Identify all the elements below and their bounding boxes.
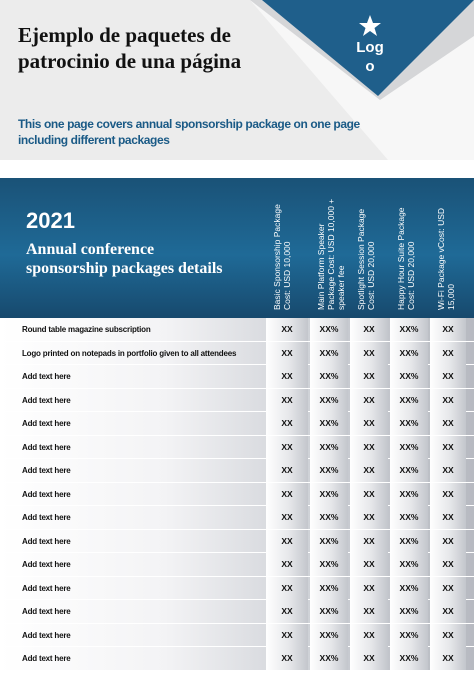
table-cell: XX%	[390, 647, 428, 670]
column-header-text: Basic Sponsorship PackageCost: USD 10,000	[272, 204, 292, 310]
table-cell: XX	[266, 506, 308, 529]
column-header	[310, 178, 348, 318]
table-cell: XX	[430, 342, 466, 365]
table-cell: XX%	[310, 530, 348, 553]
table-cell: XX%	[310, 436, 348, 459]
column-header	[350, 178, 388, 318]
table-cell: XX	[266, 342, 308, 365]
table-cell: XX%	[310, 389, 348, 412]
table-cell: XX%	[390, 624, 428, 647]
column-header-text: Happy Hour Suite PackageCost: USD 20,000	[396, 207, 416, 310]
table-body	[0, 318, 474, 671]
table-cell: XX%	[390, 436, 428, 459]
table-cell: XX%	[390, 600, 428, 623]
table-cell: XX	[266, 647, 308, 670]
table-cell: XX	[430, 365, 466, 388]
table-cell: XX	[430, 459, 466, 482]
table-cell: XX	[430, 436, 466, 459]
table-row	[0, 365, 474, 389]
table-cell: XX	[430, 318, 466, 341]
table-cell: XX	[266, 577, 308, 600]
column-header-text: Spotlight Session PackageCost: USD 20,000	[356, 208, 376, 310]
table-cell: XX%	[390, 389, 428, 412]
row-label: Add text here	[22, 583, 71, 593]
table-cell: XX%	[390, 318, 428, 341]
table-row	[0, 459, 474, 483]
table-cell: XX	[350, 342, 388, 365]
row-label: Add text here	[22, 654, 71, 663]
table-row	[0, 624, 474, 648]
table-cell: XX	[266, 600, 308, 623]
table-cell: XX	[430, 624, 466, 647]
row-label: Add text here	[22, 489, 71, 499]
column-header	[390, 178, 428, 318]
column-header	[266, 178, 308, 318]
table-cell: XX	[350, 506, 388, 529]
table-row	[0, 553, 474, 577]
table-cell: XX	[350, 412, 388, 435]
table-row	[0, 318, 474, 342]
table-cell: XX%	[310, 553, 348, 576]
table-row	[0, 506, 474, 530]
table-cell: XX	[350, 530, 388, 553]
table-header	[0, 178, 474, 318]
column-header-text: Wi-Fi Package vCost: USD15,000	[436, 207, 456, 310]
table-cell: XX	[350, 600, 388, 623]
table-heading: Annual conference sponsorship packages details	[26, 241, 223, 277]
table-cell: XX%	[390, 483, 428, 506]
table-cell: XX%	[390, 530, 428, 553]
table-cell: XX	[350, 624, 388, 647]
year-label: 2021	[26, 208, 75, 233]
table-cell: XX%	[310, 412, 348, 435]
star-icon	[357, 14, 383, 38]
row-label: Logo printed on notepads in portfolio given to all attendees	[22, 348, 237, 358]
table-row	[0, 342, 474, 366]
table-cell: XX	[350, 459, 388, 482]
table-row	[0, 530, 474, 554]
row-label: Add text here	[22, 607, 71, 616]
table-cell: XX%	[310, 365, 348, 388]
table-cell: XX	[430, 577, 466, 600]
table-cell: XX	[266, 459, 308, 482]
table-cell: XX	[430, 600, 466, 623]
row-label: Add text here	[22, 466, 71, 475]
table-cell: XX	[266, 365, 308, 388]
table-cell: XX	[430, 506, 466, 529]
table-cell: XX	[266, 436, 308, 459]
table-cell: XX%	[310, 459, 348, 482]
table-row	[0, 577, 474, 601]
table-row	[0, 412, 474, 436]
page-title: Ejemplo de paquetes de patrocinio de una página	[18, 23, 242, 73]
table-cell: XX	[266, 530, 308, 553]
table-cell: XX	[350, 365, 388, 388]
table-cell: XX%	[310, 600, 348, 623]
table-cell: XX%	[310, 483, 348, 506]
row-label: Add text here	[22, 513, 71, 522]
column-header-text: Main Platform SpeakerPackage Cost: USD 10,000 +speaker fee	[316, 198, 346, 310]
page-subtitle: This one page covers annual sponsorship package on one page including different packages	[18, 117, 360, 147]
table-cell: XX%	[310, 647, 348, 670]
table-cell: XX	[430, 412, 466, 435]
row-label: Add text here	[22, 442, 71, 452]
row-label: Add text here	[22, 395, 71, 405]
table-row	[0, 600, 474, 624]
table-cell: XX	[430, 647, 466, 670]
table-cell: XX	[266, 483, 308, 506]
table-row	[0, 483, 474, 507]
row-label: Add text here	[22, 630, 71, 640]
table-cell: XX	[266, 553, 308, 576]
table-cell: XX	[350, 318, 388, 341]
table-cell: XX%	[310, 624, 348, 647]
top-section	[0, 0, 474, 160]
table-cell: XX%	[310, 342, 348, 365]
table-cell: XX	[266, 412, 308, 435]
table-row	[0, 389, 474, 413]
table-cell: XX	[430, 553, 466, 576]
table-cell: XX%	[390, 459, 428, 482]
column-header	[430, 178, 466, 318]
logo	[328, 14, 412, 84]
table-cell: XX	[350, 553, 388, 576]
table-cell: XX	[266, 624, 308, 647]
row-label: Add text here	[22, 372, 71, 381]
table-cell: XX	[430, 530, 466, 553]
table-cell: XX%	[310, 318, 348, 341]
table-cell: XX%	[390, 365, 428, 388]
table-cell: XX	[350, 577, 388, 600]
table-row	[0, 647, 474, 671]
row-label: Round table magazine subscription	[22, 325, 151, 334]
table-cell: XX%	[310, 577, 348, 600]
table-cell: XX%	[390, 577, 428, 600]
table-cell: XX%	[310, 506, 348, 529]
table-cell: XX	[266, 389, 308, 412]
table-cell: XX	[350, 436, 388, 459]
table-row	[0, 436, 474, 460]
table-cell: XX	[266, 318, 308, 341]
table-cell: XX%	[390, 342, 428, 365]
table-cell: XX%	[390, 553, 428, 576]
row-label: Add text here	[22, 419, 71, 428]
table-cell: XX	[350, 389, 388, 412]
table-cell: XX	[430, 389, 466, 412]
table-cell: XX	[350, 483, 388, 506]
table-cell: XX	[350, 647, 388, 670]
row-label: Add text here	[22, 536, 71, 546]
table-cell: XX	[430, 483, 466, 506]
row-label: Add text here	[22, 560, 71, 569]
table-cell: XX%	[390, 412, 428, 435]
logo-text: Logo	[356, 39, 384, 75]
table-cell: XX%	[390, 506, 428, 529]
